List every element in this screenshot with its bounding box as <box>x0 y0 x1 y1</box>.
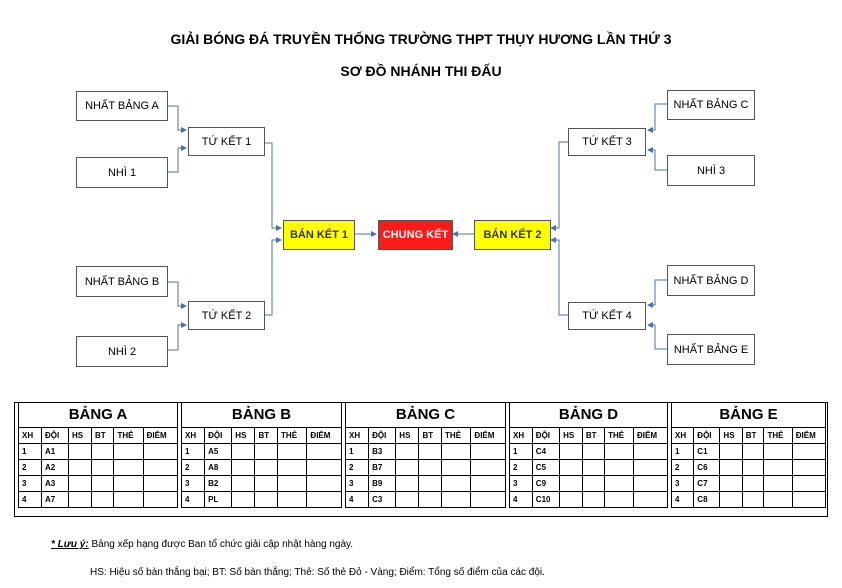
empty-cell <box>232 444 255 460</box>
group-table-4 <box>671 402 826 517</box>
empty-cell <box>582 444 604 460</box>
empty-cell <box>792 476 825 492</box>
team-cell: C9 <box>532 476 559 492</box>
empty-cell <box>442 476 471 492</box>
rank-cell: 4 <box>510 492 533 508</box>
empty-cell <box>92 476 114 492</box>
empty-cell <box>634 476 668 492</box>
empty-cell <box>560 444 583 460</box>
column-header: XH <box>672 428 694 444</box>
note <box>51 539 353 550</box>
table-row <box>182 492 342 508</box>
team-cell: B2 <box>205 476 232 492</box>
empty-cell <box>396 476 419 492</box>
column-header: BT <box>582 428 604 444</box>
rank-cell: 1 <box>346 444 369 460</box>
empty-cell <box>720 492 742 508</box>
empty-cell <box>114 492 143 508</box>
table-row <box>182 444 342 460</box>
empty-cell <box>720 444 742 460</box>
tournament-title: GIẢI BÓNG ĐÁ TRUYỀN THỐNG TRƯỜNG THPT THỤY HƯƠNG LẦN THỨ 3 <box>170 31 672 47</box>
team-cell: C6 <box>694 460 720 476</box>
column-header: BT <box>92 428 114 444</box>
empty-cell <box>114 460 143 476</box>
quarterfinal-1: TỨ KẾT 1 <box>188 127 265 156</box>
column-header: XH <box>510 428 533 444</box>
rank-cell: 1 <box>672 444 694 460</box>
empty-cell <box>68 492 91 508</box>
table-row <box>346 444 506 460</box>
team-cell: B9 <box>369 476 396 492</box>
rank-cell: 1 <box>182 444 205 460</box>
empty-cell <box>471 460 506 476</box>
empty-cell <box>419 476 442 492</box>
empty-cell <box>792 444 825 460</box>
empty-cell <box>68 476 91 492</box>
table-row <box>346 492 506 508</box>
slot-runner-up-2: NHÌ 2 <box>76 336 168 367</box>
group-name: BẢNG D <box>509 402 668 427</box>
team-cell: A5 <box>205 444 232 460</box>
table-row <box>510 476 668 492</box>
column-header: THẺ <box>278 428 307 444</box>
empty-cell <box>742 492 764 508</box>
empty-cell <box>255 492 278 508</box>
empty-cell <box>720 460 742 476</box>
table-row <box>672 460 826 476</box>
empty-cell <box>634 492 668 508</box>
column-header: ĐỘI <box>532 428 559 444</box>
group-table-3 <box>509 402 668 517</box>
empty-cell <box>634 460 668 476</box>
rank-cell: 2 <box>672 460 694 476</box>
empty-cell <box>605 460 634 476</box>
table-row <box>182 476 342 492</box>
empty-cell <box>278 460 307 476</box>
column-header: BT <box>255 428 278 444</box>
column-header: ĐIỂM <box>792 428 825 444</box>
empty-cell <box>278 492 307 508</box>
table-row <box>510 460 668 476</box>
table-row <box>19 492 178 508</box>
empty-cell <box>92 492 114 508</box>
table-row <box>672 444 826 460</box>
empty-cell <box>143 492 177 508</box>
table-row <box>510 444 668 460</box>
abbreviation-legend: HS: Hiệu số bàn thắng bại; BT: Số bàn thắng; Thẻ: Số thẻ Đỏ - Vàng; Điểm: Tổng số điểm của các đội. <box>90 567 545 578</box>
empty-cell <box>560 492 583 508</box>
column-header: THẺ <box>764 428 792 444</box>
empty-cell <box>232 476 255 492</box>
team-cell: A1 <box>42 444 69 460</box>
empty-cell <box>442 444 471 460</box>
rank-cell: 3 <box>182 476 205 492</box>
column-header: ĐIỂM <box>634 428 668 444</box>
column-header: BT <box>742 428 764 444</box>
empty-cell <box>232 460 255 476</box>
empty-cell <box>419 492 442 508</box>
group-table-2 <box>345 402 506 517</box>
rank-cell: 3 <box>510 476 533 492</box>
quarterfinal-4: TỨ KẾT 4 <box>568 302 646 330</box>
empty-cell <box>582 460 604 476</box>
team-cell: C4 <box>532 444 559 460</box>
rank-cell: 1 <box>19 444 42 460</box>
empty-cell <box>396 444 419 460</box>
empty-cell <box>471 492 506 508</box>
empty-cell <box>278 444 307 460</box>
column-header: THẺ <box>442 428 471 444</box>
group-table-0 <box>18 402 178 517</box>
empty-cell <box>605 476 634 492</box>
empty-cell <box>764 492 792 508</box>
team-cell: C7 <box>694 476 720 492</box>
table-row <box>510 492 668 508</box>
rank-cell: 3 <box>346 476 369 492</box>
slot-first-group-e: NHẤT BẢNG E <box>667 334 755 365</box>
rank-cell: 4 <box>672 492 694 508</box>
empty-cell <box>605 444 634 460</box>
empty-cell <box>68 460 91 476</box>
group-name: BẢNG C <box>345 402 506 427</box>
team-cell: C10 <box>532 492 559 508</box>
team-cell: C5 <box>532 460 559 476</box>
semifinal-1: BÁN KẾT 1 <box>283 220 355 250</box>
empty-cell <box>764 476 792 492</box>
empty-cell <box>307 444 342 460</box>
rank-cell: 4 <box>346 492 369 508</box>
column-header: XH <box>346 428 369 444</box>
empty-cell <box>442 492 471 508</box>
bracket-title: SƠ ĐỒ NHÁNH THI ĐẤU <box>340 63 502 79</box>
rank-cell: 2 <box>346 460 369 476</box>
empty-cell <box>720 476 742 492</box>
quarterfinal-2: TỨ KẾT 2 <box>188 301 265 330</box>
empty-cell <box>307 460 342 476</box>
empty-cell <box>143 444 177 460</box>
column-header: HS <box>232 428 255 444</box>
rank-cell: 4 <box>19 492 42 508</box>
empty-cell <box>92 444 114 460</box>
rank-cell: 2 <box>182 460 205 476</box>
slot-runner-up-1: NHÌ 1 <box>76 157 168 188</box>
table-row <box>19 460 178 476</box>
empty-cell <box>307 476 342 492</box>
rank-cell: 2 <box>19 460 42 476</box>
empty-cell <box>742 476 764 492</box>
team-cell: A7 <box>42 492 69 508</box>
empty-cell <box>605 492 634 508</box>
group-name: BẢNG E <box>671 402 826 427</box>
group-name: BẢNG B <box>181 402 342 427</box>
slot-first-group-a: NHẤT BẢNG A <box>76 91 168 121</box>
column-header: XH <box>19 428 42 444</box>
slot-first-group-b: NHẤT BẢNG B <box>76 266 168 297</box>
slot-first-group-d: NHẤT BẢNG D <box>667 265 755 296</box>
group-table-1 <box>181 402 342 517</box>
semifinal-2: BÁN KẾT 2 <box>474 220 551 250</box>
team-cell: A3 <box>42 476 69 492</box>
empty-cell <box>92 460 114 476</box>
empty-cell <box>471 476 506 492</box>
quarterfinal-3: TỨ KẾT 3 <box>568 128 646 156</box>
empty-cell <box>68 444 91 460</box>
column-header: XH <box>182 428 205 444</box>
team-cell: B7 <box>369 460 396 476</box>
empty-cell <box>143 476 177 492</box>
empty-cell <box>742 460 764 476</box>
note-label: * Lưu ý: <box>51 539 89 550</box>
note-text: Bảng xếp hạng được Ban tổ chức giải cập nhật hàng ngày. <box>88 539 354 550</box>
empty-cell <box>560 460 583 476</box>
rank-cell: 2 <box>510 460 533 476</box>
empty-cell <box>560 476 583 492</box>
empty-cell <box>419 444 442 460</box>
table-row <box>672 476 826 492</box>
team-cell: C3 <box>369 492 396 508</box>
slot-first-group-c: NHẤT BẢNG C <box>667 90 755 120</box>
table-row <box>346 476 506 492</box>
empty-cell <box>582 492 604 508</box>
empty-cell <box>232 492 255 508</box>
empty-cell <box>255 476 278 492</box>
empty-cell <box>419 460 442 476</box>
slot-runner-up-3: NHÌ 3 <box>667 155 755 186</box>
column-header: ĐIỂM <box>143 428 177 444</box>
table-row <box>346 460 506 476</box>
column-header: HS <box>560 428 583 444</box>
table-row <box>182 460 342 476</box>
rank-cell: 3 <box>672 476 694 492</box>
empty-cell <box>742 444 764 460</box>
empty-cell <box>471 444 506 460</box>
team-cell: PL <box>205 492 232 508</box>
team-cell: A8 <box>205 460 232 476</box>
empty-cell <box>278 476 307 492</box>
column-header: HS <box>396 428 419 444</box>
team-cell: A2 <box>42 460 69 476</box>
empty-cell <box>255 460 278 476</box>
column-header: ĐỘI <box>205 428 232 444</box>
empty-cell <box>764 444 792 460</box>
team-cell: B3 <box>369 444 396 460</box>
empty-cell <box>114 476 143 492</box>
empty-cell <box>792 492 825 508</box>
column-header: BT <box>419 428 442 444</box>
empty-cell <box>396 460 419 476</box>
column-header: ĐỘI <box>42 428 69 444</box>
table-row <box>672 492 826 508</box>
column-header: THẺ <box>605 428 634 444</box>
column-header: ĐIỂM <box>307 428 342 444</box>
empty-cell <box>582 476 604 492</box>
empty-cell <box>792 460 825 476</box>
empty-cell <box>634 444 668 460</box>
column-header: ĐỘI <box>694 428 720 444</box>
rank-cell: 1 <box>510 444 533 460</box>
team-cell: C8 <box>694 492 720 508</box>
rank-cell: 3 <box>19 476 42 492</box>
column-header: THẺ <box>114 428 143 444</box>
rank-cell: 4 <box>182 492 205 508</box>
empty-cell <box>143 460 177 476</box>
team-cell: C1 <box>694 444 720 460</box>
table-row <box>19 444 178 460</box>
empty-cell <box>396 492 419 508</box>
group-name: BẢNG A <box>18 402 178 427</box>
empty-cell <box>307 492 342 508</box>
column-header: ĐIỂM <box>471 428 506 444</box>
empty-cell <box>442 460 471 476</box>
column-header: HS <box>720 428 742 444</box>
column-header: HS <box>68 428 91 444</box>
empty-cell <box>764 460 792 476</box>
empty-cell <box>114 444 143 460</box>
column-header: ĐỘI <box>369 428 396 444</box>
table-row <box>19 476 178 492</box>
final: CHUNG KẾT <box>378 220 453 250</box>
empty-cell <box>255 444 278 460</box>
